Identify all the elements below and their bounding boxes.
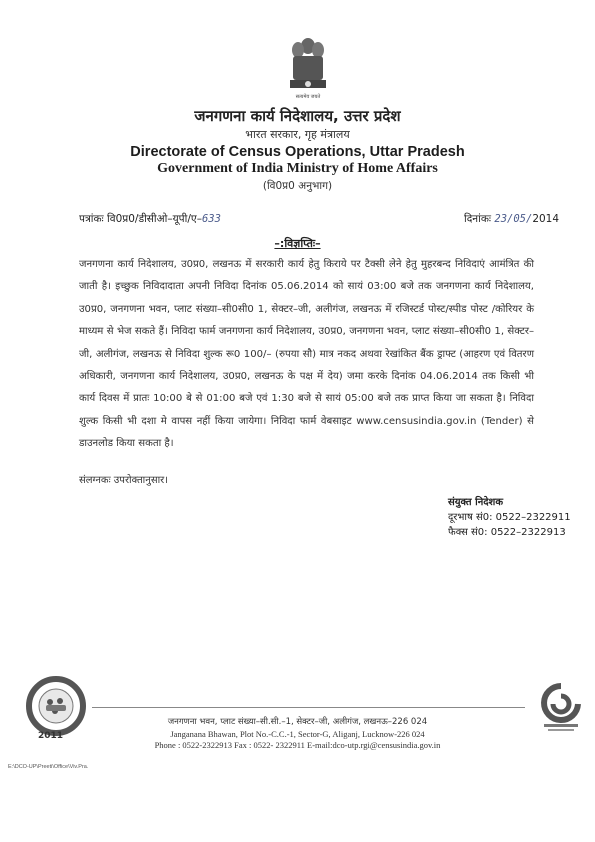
signatory-designation: संयुक्त निदेशक [448,497,504,508]
signatory-block [448,495,571,540]
footer-address-hindi: जनगणना भवन, प्लाट संख्या–सी.सी.–1, सेक्टर–जी, अलीगंज, लखनऊ–226 024 [167,717,428,727]
date-handwritten: 23/05/ [494,213,533,225]
reference-handwritten: 633 [201,213,221,225]
reference-printed: वि0प्र0/डीसीओ–यूपी/ए– [107,213,202,225]
hindi-title: जनगणना कार्य निदेशालय, उत्तर प्रदेश [194,107,401,125]
footer-contact: Phone : 0522-2322913 Fax : 0522- 2322911 E-mail:dco-utp.rgi@censusindia.gov.in [154,740,441,750]
reference-label: पत्रांकः [79,213,104,225]
signatory-fax: फैक्स सं0: 0522–2322913 [448,527,566,538]
signatory-phone: दूरभाष सं0: 0522–2322911 [448,512,571,523]
footer-address-english: Janganana Bhawan, Plot No.-C.C.-1, Sector-G, Aliganj, Lucknow-226 024 [170,729,425,739]
state-emblem-icon [285,36,331,102]
census-logo-icon [26,676,86,736]
date-label: दिनांकः [464,213,492,225]
hindi-subtitle: भारत सरकार, गृह मंत्रालय [245,128,350,141]
census-year: 2011 [38,731,64,741]
enclosure-line: संलग्नकः उपरोक्तानुसार। [79,475,169,486]
footer-divider [92,707,525,708]
english-title: Directorate of Census Operations, Uttar Pradesh [130,144,465,160]
english-subtitle: Government of India Ministry of Home Affairs [157,161,438,176]
date-line [464,212,559,226]
notice-body: जनगणना कार्य निदेशालय, उ0प्र0, लखनऊ में सरकारी कार्य हेतु किराये पर टैक्सी लेने हेतु मुहरबन्द निविदाएं आमंत्रित की जाती है। इच्छुक निविदादाता अपनी निविदा दिनांक 05.06.2014 को सायं 03:00 बजे तक जनगणना कार्य निदेशालय, उ0प्र0, जनगणना भवन, प्लाट संख्या–सी0सी0 1, सेक्टर–जी, अलीगंज, लखनऊ में रजिस्टर्ड पोस्ट/स्पीड पोस्ट /कोरियर के माध्यम से भेज सकते हैं। निविदा फार्म जनगणना कार्य निदेशालय, उ0प्र0, जनगणना भवन, प्लाट संख्या–सी0सी0 1, सेक्टर–जी, अलीगंज, लखनऊ से निविदा शुल्क रू0 100/– (रुपया सौ) मात्र नकद अथवा रेखांकित बैंक ड्राफ्ट (आहरण एवं वितरण अधिकारी, जनगणना कार्य निदेशालय, उ0प्र0, लखनऊ के पक्ष में देय) जमा करके दिनांक 04.06.2014 तक किसी भी कार्य दिवस में प्रातः 10:00 बे से 01:00 बजे एवं 1:30 बजे से सायं 05:00 बजे तक प्राप्त किया जा सकता है। निविदा शुल्क किसी भी दशा मे वापस नहीं किया जायेगा। निविदा फार्म वेबसाइट www.censusindia.gov.in (Tender) से डाउनलोड किया सकता है। [79,259,534,450]
section-label: (वि0प्र0 अनुभाग) [262,180,333,192]
file-path: E:\DCO-UP\Preeti\Office\Viv.Pra. [8,764,89,770]
emblem-motto: सत्यमेव जयते [295,94,321,100]
notice-title: –:विज्ञप्तिः– [274,237,321,250]
date-year: 2014 [532,213,560,225]
reference-number [79,212,221,226]
